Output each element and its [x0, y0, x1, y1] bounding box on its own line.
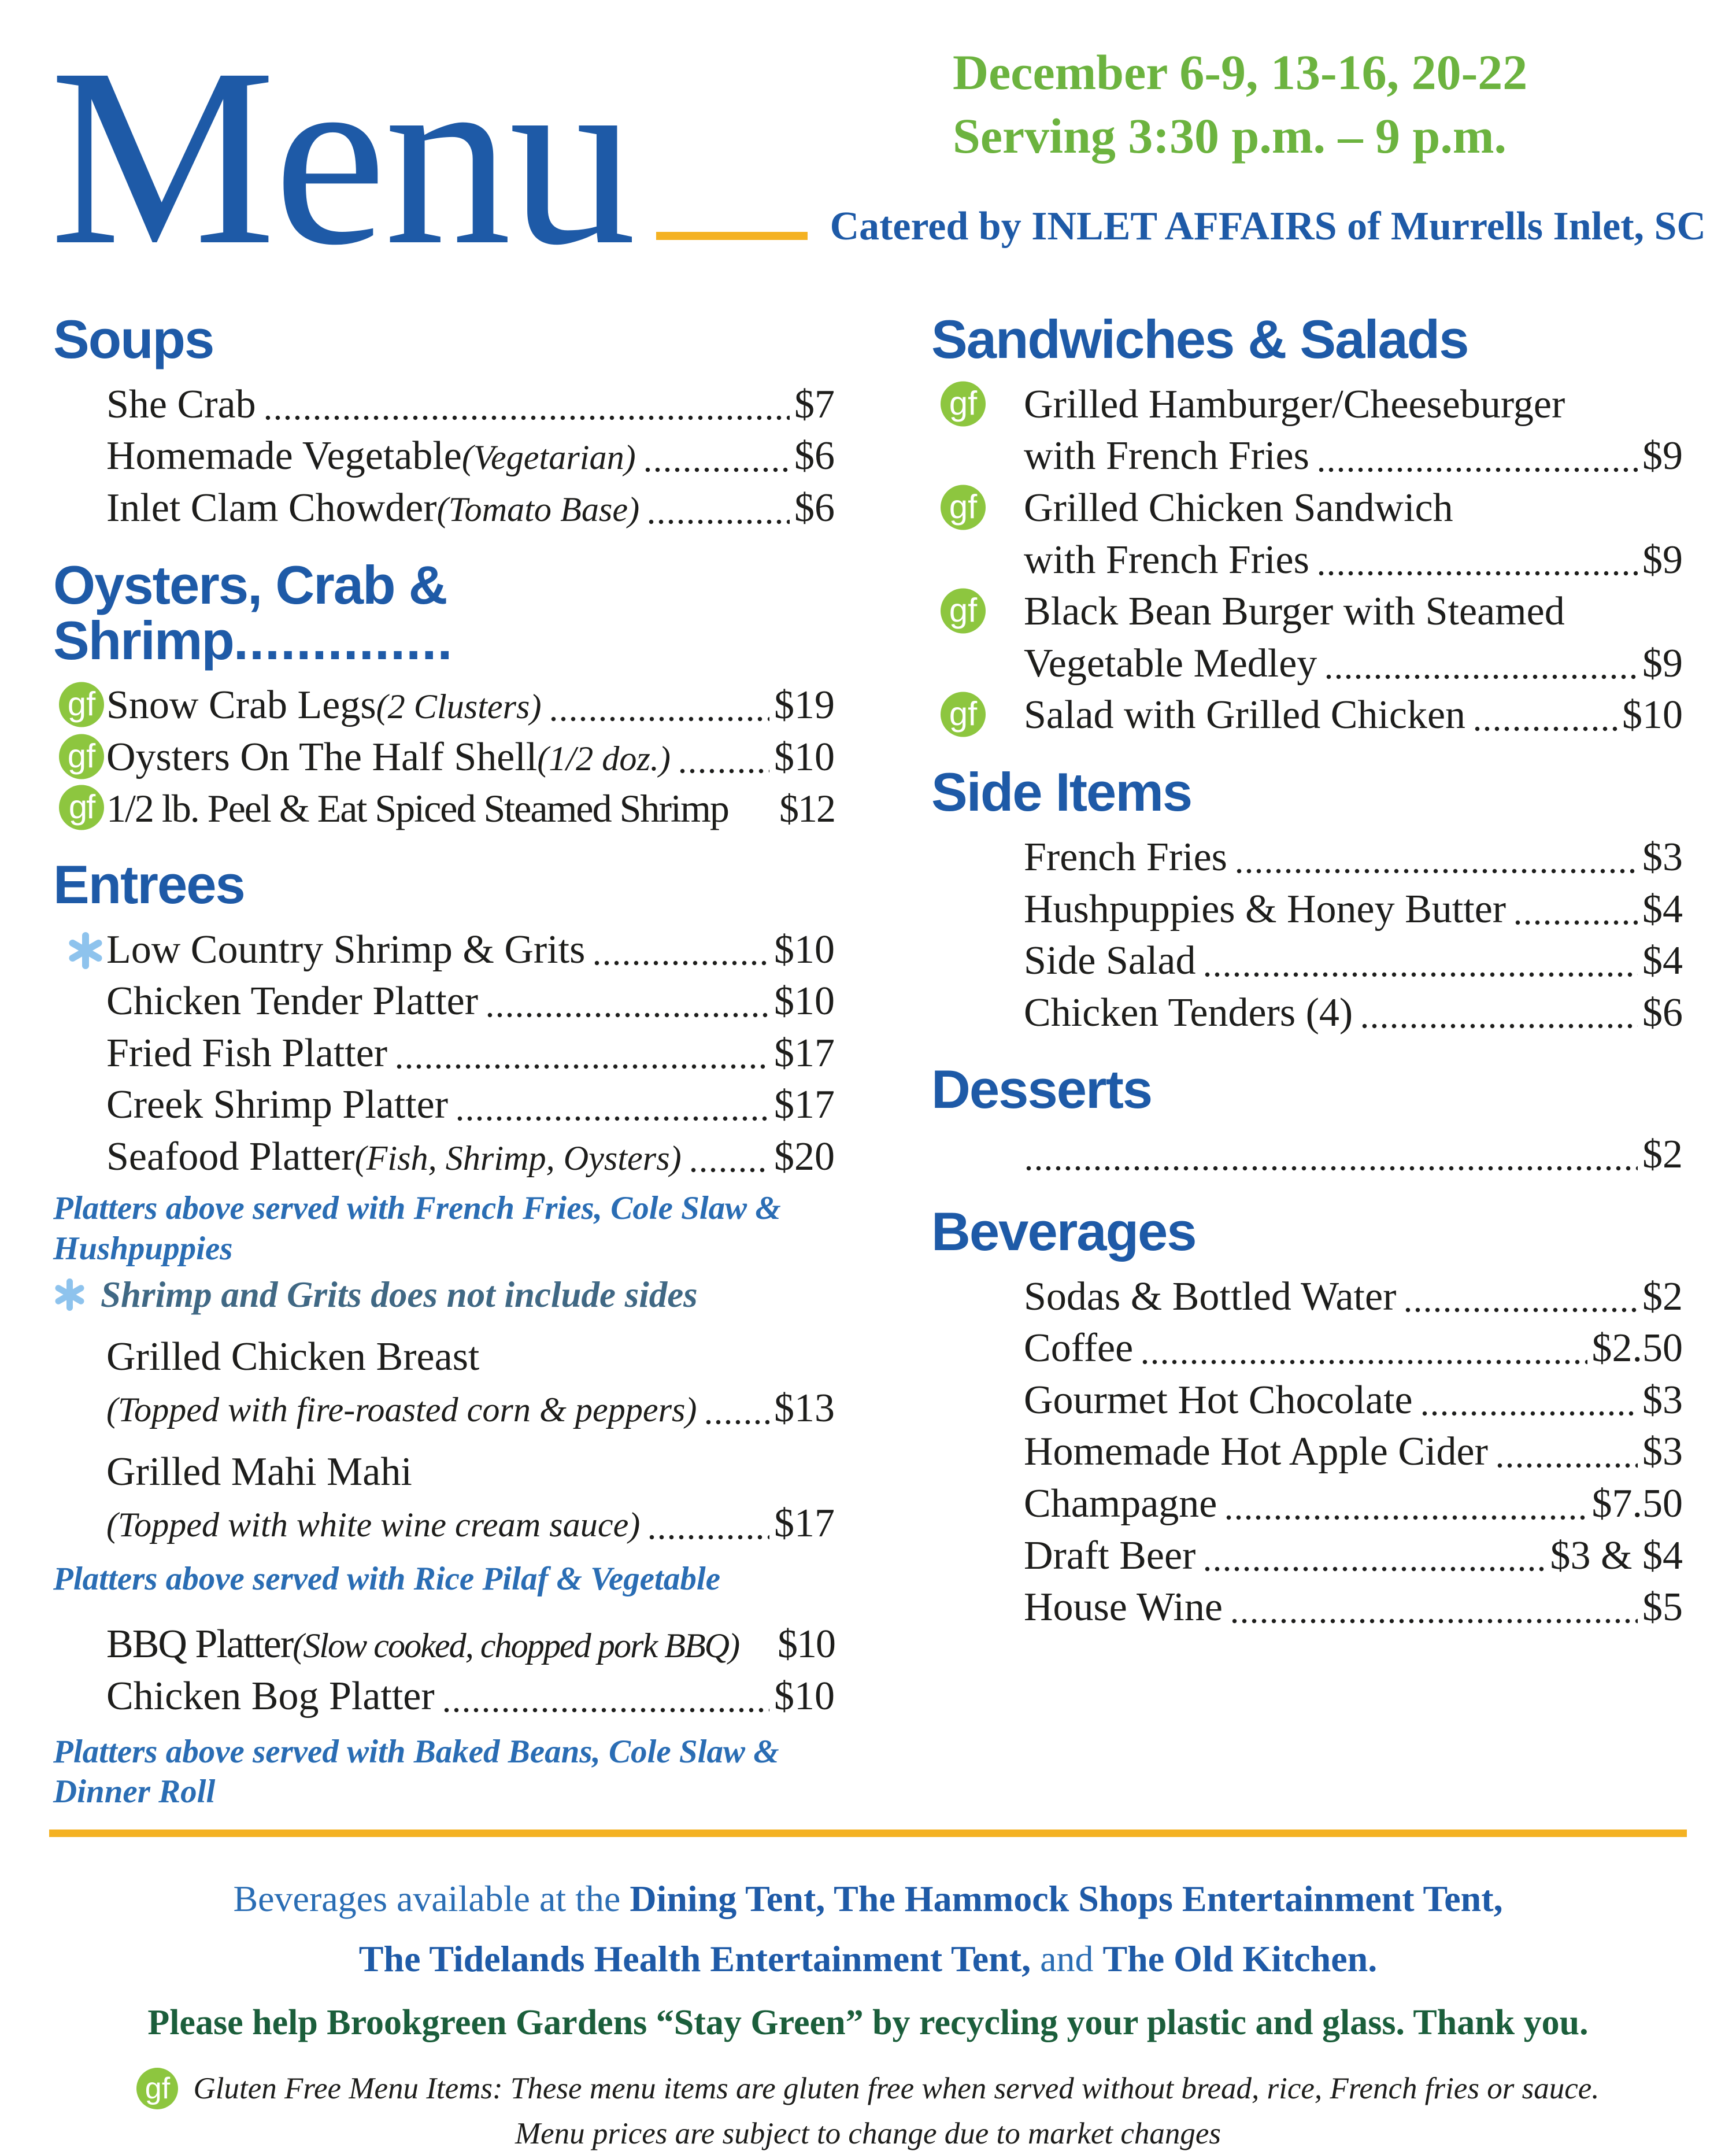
dotted-leader [1316, 430, 1638, 482]
dotted-leader [1513, 884, 1638, 936]
item-price: $6 [1642, 990, 1683, 1035]
item-name: Gourmet Hot Chocolate [1024, 1377, 1413, 1422]
item-detail: (Tomato Base) [436, 490, 640, 530]
gluten-free-note [0, 2068, 1736, 2109]
item-price: $2.50 [1591, 1326, 1683, 1371]
gluten-free-icon: gf [59, 734, 104, 779]
item-name: 1/2 lb. Peel & Eat Spiced Steamed Shrimp [106, 786, 728, 830]
menu-item-row [53, 1331, 835, 1383]
item-name: Coffee [1024, 1326, 1134, 1371]
item-price: $17 [774, 1030, 835, 1076]
item-name: Black Bean Burger with Steamed [1024, 589, 1565, 634]
item-name: House Wine [1024, 1585, 1223, 1630]
item-name: with French Fries [1024, 537, 1309, 582]
menu-columns [0, 292, 1736, 1812]
dotted-leader [1140, 1322, 1587, 1374]
item-name: Sodas & Bottled Water [1024, 1274, 1397, 1319]
gluten-free-icon: gf [59, 785, 104, 830]
dotted-leader [442, 1670, 769, 1723]
item-price: $17 [774, 1501, 835, 1546]
note: Platters above served with French Fries, Cole Slaw & Hushpuppies [53, 1190, 781, 1267]
gluten-free-icon: gf [941, 485, 986, 530]
menu-item-row [931, 987, 1683, 1039]
dotted-leader [1202, 935, 1638, 987]
item-name: Grilled Chicken Sandwich [1024, 486, 1453, 531]
item-price: $4 [1642, 886, 1683, 932]
menu-item-row [931, 1322, 1683, 1374]
note: Platters above served with Rice Pilaf & Vegetable [53, 1560, 721, 1597]
item-price: $3 [1642, 1429, 1683, 1474]
item-price: $10 [774, 1674, 835, 1719]
dotted-leader [263, 379, 790, 431]
section-title-sandwiches [931, 309, 1683, 369]
item-price: $3 & $4 [1550, 1533, 1683, 1578]
left-column [53, 292, 835, 1812]
item-name: Snow Crab Legs [106, 683, 376, 728]
item-price: $17 [774, 1082, 835, 1128]
dotted-leader [1420, 1374, 1638, 1426]
item-name: Seafood Platter [106, 1134, 355, 1179]
dates-line: December 6-9, 13-16, 20-22 [953, 45, 1528, 100]
stay-green-line: Please help Brookgreen Gardens “Stay Green” by recycling your plastic and glass. Thank you. [147, 2002, 1589, 2042]
asterisk-icon [53, 1278, 86, 1311]
title-underline [656, 232, 808, 240]
section-title-desserts [931, 1059, 1683, 1120]
dotted-leader [549, 679, 769, 731]
footer-text: Beverages available at the [233, 1877, 630, 1919]
footer [0, 1877, 1736, 2151]
item-name: Fried Fish Platter [106, 1030, 388, 1076]
dotted-leader [704, 1383, 769, 1435]
item-price: $2 [1642, 1274, 1683, 1319]
note-text: Shrimp and Grits does not include sides [101, 1274, 698, 1315]
dotted-leader [485, 975, 769, 1028]
item-price: $10 [774, 927, 835, 972]
catered-line: Catered by INLET AFFAIRS of Murrells Inlet, SC [830, 204, 1706, 249]
menu-item-row [931, 689, 1683, 741]
item-name: Chicken Tender Platter [106, 979, 479, 1024]
dotted-leader [678, 731, 769, 783]
item-name: Grilled Hamburger/Cheeseburger [1024, 382, 1565, 427]
dotted-leader [646, 482, 790, 534]
dotted-leader [1360, 987, 1638, 1039]
footer-text: and [1031, 1938, 1103, 1979]
item-price: $13 [774, 1386, 835, 1431]
section-title-text: Entrees [53, 853, 245, 915]
item-name: BBQ Platter [106, 1622, 293, 1667]
item-name: Oysters On The Half Shell [106, 735, 538, 779]
menu-item-row [53, 1446, 835, 1498]
item-price: $2 [1642, 1132, 1683, 1177]
item-name: Low Country Shrimp & Grits [106, 927, 586, 972]
menu-item-row [53, 1028, 835, 1080]
menu-item-row [53, 1618, 835, 1670]
right-column [931, 292, 1683, 1812]
note [53, 1274, 835, 1316]
menu-item-row [931, 935, 1683, 987]
item-price: $9 [1642, 537, 1683, 582]
dotted-leader [689, 1131, 769, 1183]
menu-item-row [931, 1530, 1683, 1582]
section-title-text: Beverages [931, 1200, 1196, 1262]
footer-text-bold: The Tidelands Health Entertainment Tent, [358, 1938, 1031, 1979]
item-price: $10 [778, 1622, 835, 1667]
menu-item-row [931, 430, 1683, 482]
menu-item-row [53, 731, 835, 783]
item-price: $7 [794, 382, 835, 427]
item-price: $3 [1642, 834, 1683, 879]
menu-item-row [931, 884, 1683, 936]
item-name: Homemade Hot Apple Cider [1024, 1429, 1488, 1474]
item-price: $6 [794, 434, 835, 479]
price-change-note: Menu prices are subject to change due to market changes [514, 2116, 1222, 2150]
section-title-entrees [53, 853, 835, 915]
menu-item-row [931, 379, 1683, 431]
dotted-leader [1230, 1581, 1638, 1633]
gluten-free-icon: gf [941, 588, 986, 633]
divider-rule [49, 1830, 1687, 1837]
menu-item-row [931, 1426, 1683, 1478]
section-title-text: Soups [53, 309, 214, 369]
dotted-leader [1202, 1530, 1545, 1582]
item-detail: (Vegetarian) [461, 438, 636, 478]
item-price: $5 [1642, 1585, 1683, 1630]
menu-item-row [53, 975, 835, 1028]
section-title-text: Desserts [931, 1059, 1152, 1120]
note: Platters above served with Baked Beans, Cole Slaw & Dinner Roll [53, 1733, 779, 1810]
gluten-free-note-text: Gluten Free Menu Items: These menu items are gluten free when served without bread, rice, French fries or sauce. [193, 2071, 1600, 2105]
footer-text-bold: The Old Kitchen. [1102, 1938, 1378, 1979]
menu-item-row [53, 783, 835, 834]
menu-item-row [53, 482, 835, 534]
menu-item-row [53, 379, 835, 431]
gluten-free-icon: gf [136, 2068, 178, 2109]
item-name: Hushpuppies & Honey Butter [1024, 886, 1506, 932]
menu-item-row [931, 1271, 1683, 1323]
dotted-leader [1024, 1129, 1638, 1181]
menu-item-row [53, 1498, 835, 1550]
dotted-leader [1472, 689, 1617, 741]
item-name: Chicken Bog Platter [106, 1674, 435, 1719]
menu-item-row [931, 1374, 1683, 1426]
footer-text-bold: Dining Tent, The Hammock Shops Entertainment Tent, [630, 1877, 1503, 1919]
menu-item-row [53, 430, 835, 482]
item-name: Chicken Tenders (4) [1024, 990, 1353, 1035]
item-name: She Crab [106, 382, 256, 427]
heading-leader-dots: .............. [233, 609, 453, 671]
section-title-text: Sandwiches & Salads [931, 309, 1468, 369]
item-price: $9 [1642, 434, 1683, 479]
item-detail: (Topped with white wine cream sauce) [106, 1506, 641, 1545]
item-name: Grilled Mahi Mahi [106, 1449, 412, 1494]
item-price: $9 [1642, 641, 1683, 686]
item-price: $19 [774, 683, 835, 728]
dotted-leader [592, 924, 769, 976]
item-name: Inlet Clam Chowder [106, 486, 437, 531]
menu-item-row [53, 924, 835, 976]
gluten-free-icon: gf [941, 381, 986, 426]
item-name: Draft Beer [1024, 1533, 1196, 1578]
item-price: $12 [779, 786, 835, 830]
menu-item-row [53, 1131, 835, 1183]
menu-item-row [931, 586, 1683, 638]
item-detail: (Slow cooked, chopped pork BBQ) [293, 1627, 739, 1666]
gluten-free-icon: gf [941, 692, 986, 737]
menu-item-row [931, 1478, 1683, 1530]
menu-item-row [53, 1383, 835, 1435]
section-title-text: Side Items [931, 762, 1192, 823]
item-price: $4 [1642, 938, 1683, 984]
item-price: $10 [774, 979, 835, 1024]
menu-item-row [931, 1129, 1683, 1181]
section-title-soups [53, 309, 835, 369]
section-title-text: Oysters, Crab & Shrimp [53, 554, 447, 671]
item-name: Side Salad [1024, 938, 1196, 984]
item-price: $20 [774, 1134, 835, 1179]
menu-item-row [931, 831, 1683, 884]
menu-item-row [53, 1670, 835, 1723]
section-title-oysters [53, 554, 835, 671]
item-name: Vegetable Medley [1024, 641, 1317, 686]
item-price: $3 [1642, 1377, 1683, 1422]
item-price: $7.50 [1591, 1481, 1683, 1526]
menu-item-row [53, 1079, 835, 1131]
event-dates-block [953, 40, 1527, 168]
menu-item-row [931, 482, 1683, 534]
asterisk-icon [67, 932, 104, 969]
dotted-leader [647, 1498, 769, 1550]
menu-item-row [53, 679, 835, 731]
item-name: Grilled Chicken Breast [106, 1334, 480, 1379]
dotted-leader [1234, 831, 1638, 884]
serving-line: Serving 3:30 p.m. – 9 p.m. [953, 108, 1506, 164]
page-title: Menu [50, 16, 634, 298]
item-name: Creek Shrimp Platter [106, 1082, 449, 1128]
dotted-leader [394, 1028, 769, 1080]
item-detail: (1/2 doz.) [537, 740, 671, 778]
dotted-leader [1403, 1271, 1638, 1323]
dotted-leader [1324, 638, 1638, 690]
dotted-leader [1224, 1478, 1587, 1530]
dotted-leader [643, 430, 790, 482]
dotted-leader [1495, 1426, 1638, 1478]
item-name: French Fries [1024, 834, 1227, 879]
dotted-leader [455, 1079, 769, 1131]
gluten-free-icon: gf [59, 682, 104, 727]
item-detail: (Fish, Shrimp, Oysters) [354, 1139, 682, 1178]
item-name: Champagne [1024, 1481, 1217, 1526]
menu-item-row [931, 638, 1683, 690]
item-name: Salad with Grilled Chicken [1024, 693, 1466, 738]
dotted-leader [1316, 534, 1638, 586]
section-title-beverages [931, 1200, 1683, 1262]
menu-item-row [931, 1581, 1683, 1633]
header [0, 0, 1736, 298]
item-name: Homemade Vegetable [106, 434, 462, 479]
beverages-availability-line2 [0, 1938, 1736, 1980]
item-detail: (Topped with fire-roasted corn & peppers) [106, 1391, 697, 1430]
item-price: $6 [794, 486, 835, 531]
menu-item-row [931, 534, 1683, 586]
beverages-availability-line [0, 1877, 1736, 1920]
item-detail: (2 Clusters) [376, 688, 542, 727]
item-name: with French Fries [1024, 434, 1309, 479]
section-title-sides [931, 762, 1683, 823]
item-price: $10 [1622, 693, 1683, 738]
item-price: $10 [774, 735, 835, 779]
